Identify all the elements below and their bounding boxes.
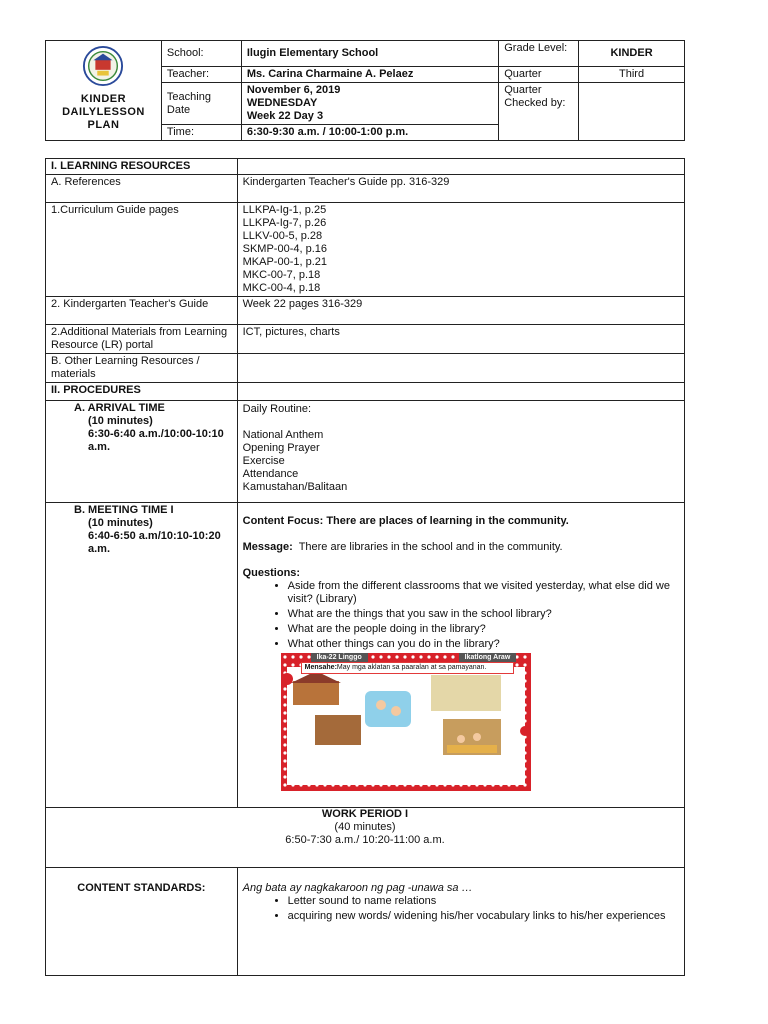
content-focus: Content Focus: There are places of learning in the community. bbox=[242, 515, 569, 527]
grade-value: KINDER bbox=[579, 41, 685, 67]
curriculum-code: LLKV-00-5, p.28 bbox=[242, 230, 323, 242]
plan-title-line2: DAILYLESSON bbox=[62, 106, 145, 118]
references-value: Kindergarten Teacher's Guide pp. 316-329 bbox=[237, 175, 684, 203]
quarter-label: Quarter bbox=[499, 67, 579, 83]
ktg-label: 2. Kindergarten Teacher's Guide bbox=[46, 297, 238, 325]
question-item: • Aside from the different classrooms that we visited yesterday, what else did we visit? (Library) bbox=[288, 580, 679, 606]
work-period-time: 6:50-7:30 a.m./ 10:20-11:00 a.m. bbox=[285, 834, 445, 846]
school-value: Ilugin Elementary School bbox=[241, 41, 498, 67]
date-line3: Week 22 Day 3 bbox=[246, 110, 324, 122]
slide-message-tag: Mensahe: bbox=[304, 664, 337, 671]
curriculum-code: LLKPA-Ig-1, p.25 bbox=[242, 204, 327, 216]
routine-item: Exercise bbox=[242, 455, 285, 467]
school-label: School: bbox=[161, 41, 241, 67]
arrival-content bbox=[237, 401, 684, 503]
grade-label: Grade Level: bbox=[499, 41, 579, 67]
resources-heading: I. LEARNING RESOURCES bbox=[46, 159, 238, 175]
meeting-time: 6:40-6:50 a.m/10:10-10:20 a.m. bbox=[88, 530, 221, 555]
slide-week-tag: Ika-22 Linggo bbox=[311, 653, 368, 662]
message-line bbox=[243, 541, 679, 554]
standard-item: • acquiring new words/ widening his/her vocabulary links to his/her experiences bbox=[288, 910, 679, 923]
other-value bbox=[237, 354, 684, 383]
routine-item: Attendance bbox=[242, 468, 299, 480]
date-line1: November 6, 2019 bbox=[246, 84, 341, 96]
logo-cell bbox=[46, 41, 162, 141]
arrival-intro: Daily Routine: bbox=[242, 403, 312, 415]
curriculum-code: SKMP-00-4, p.16 bbox=[242, 243, 327, 255]
other-label: B. Other Learning Resources / materials bbox=[46, 354, 238, 383]
meeting-content bbox=[237, 503, 684, 808]
header-table bbox=[45, 40, 685, 141]
additional-value: ICT, pictures, charts bbox=[237, 325, 684, 354]
routine-item: Kamustahan/Balitaan bbox=[242, 481, 348, 493]
references-label: A. References bbox=[46, 175, 238, 203]
date-value bbox=[241, 83, 498, 125]
work-period-cell bbox=[46, 808, 685, 868]
slide-message-bar bbox=[301, 662, 514, 674]
slide-day-tag: Ikatlong Araw bbox=[459, 653, 517, 662]
ktg-value: Week 22 pages 316-329 bbox=[237, 297, 684, 325]
message-label: Message: bbox=[242, 541, 293, 553]
routine-item: National Anthem bbox=[242, 429, 324, 441]
standard-item: • Letter sound to name relations bbox=[288, 895, 679, 908]
question-item: • What are the things that you saw in the school library? bbox=[288, 608, 679, 621]
date-line2: WEDNESDAY bbox=[246, 97, 318, 109]
teacher-value: Ms. Carina Charmaine A. Pelaez bbox=[241, 67, 498, 83]
checked-label: Quarter Checked by: bbox=[499, 83, 579, 141]
question-item: • What other things can you do in the library? bbox=[288, 638, 679, 651]
questions-list bbox=[243, 580, 679, 651]
curriculum-code: MKAP-00-1, p.21 bbox=[242, 256, 327, 268]
curriculum-code: LLKPA-Ig-7, p.26 bbox=[242, 217, 327, 229]
checked-value bbox=[579, 83, 685, 141]
work-period-duration: (40 minutes) bbox=[334, 821, 396, 833]
time-value: 6:30-9:30 a.m. / 10:00-1:00 p.m. bbox=[241, 125, 498, 141]
content-standards-list bbox=[243, 895, 679, 923]
school-logo-icon bbox=[74, 45, 132, 87]
curriculum-code: MKC-00-4, p.18 bbox=[242, 282, 321, 294]
teacher-label: Teacher: bbox=[161, 67, 241, 83]
routine-item: Opening Prayer bbox=[242, 442, 320, 454]
arrival-duration: (10 minutes) bbox=[88, 415, 153, 427]
slide-message-text: May mga aklatan sa paaralan at sa pamayanan. bbox=[336, 664, 487, 671]
meeting-label-cell bbox=[46, 503, 238, 808]
content-standards-label: CONTENT STANDARDS: bbox=[46, 868, 238, 976]
date-label: Teaching Date bbox=[161, 83, 241, 125]
time-label: Time: bbox=[161, 125, 241, 141]
curriculum-codes bbox=[237, 203, 684, 297]
plan-title-line1: KINDER bbox=[80, 93, 127, 105]
work-period-title: WORK PERIOD I bbox=[321, 808, 409, 820]
questions-label: Questions: bbox=[242, 567, 301, 579]
arrival-time: 6:30-6:40 a.m./10:00-10:10 a.m. bbox=[88, 428, 224, 453]
slide-image bbox=[281, 653, 531, 791]
meeting-duration: (10 minutes) bbox=[88, 517, 153, 529]
content-standards-intro: Ang bata ay nagkakaroon ng pag -unawa sa … bbox=[242, 882, 473, 894]
meeting-label: B. MEETING TIME I bbox=[74, 504, 174, 516]
lesson-table bbox=[45, 158, 685, 976]
content-standards-content bbox=[237, 868, 684, 976]
plan-title-line3: PLAN bbox=[87, 119, 120, 131]
message-value: There are libraries in the school and in the community. bbox=[298, 541, 563, 553]
quarter-value: Third bbox=[579, 67, 685, 83]
additional-label: 2.Additional Materials from Learning Resource (LR) portal bbox=[46, 325, 238, 354]
curriculum-code: MKC-00-7, p.18 bbox=[242, 269, 321, 281]
arrival-label: A. ARRIVAL TIME bbox=[74, 402, 165, 414]
procedures-heading: II. PROCEDURES bbox=[46, 383, 238, 401]
arrival-label-cell bbox=[46, 401, 238, 503]
curriculum-label: 1.Curriculum Guide pages bbox=[46, 203, 238, 297]
question-item: • What are the people doing in the library? bbox=[288, 623, 679, 636]
